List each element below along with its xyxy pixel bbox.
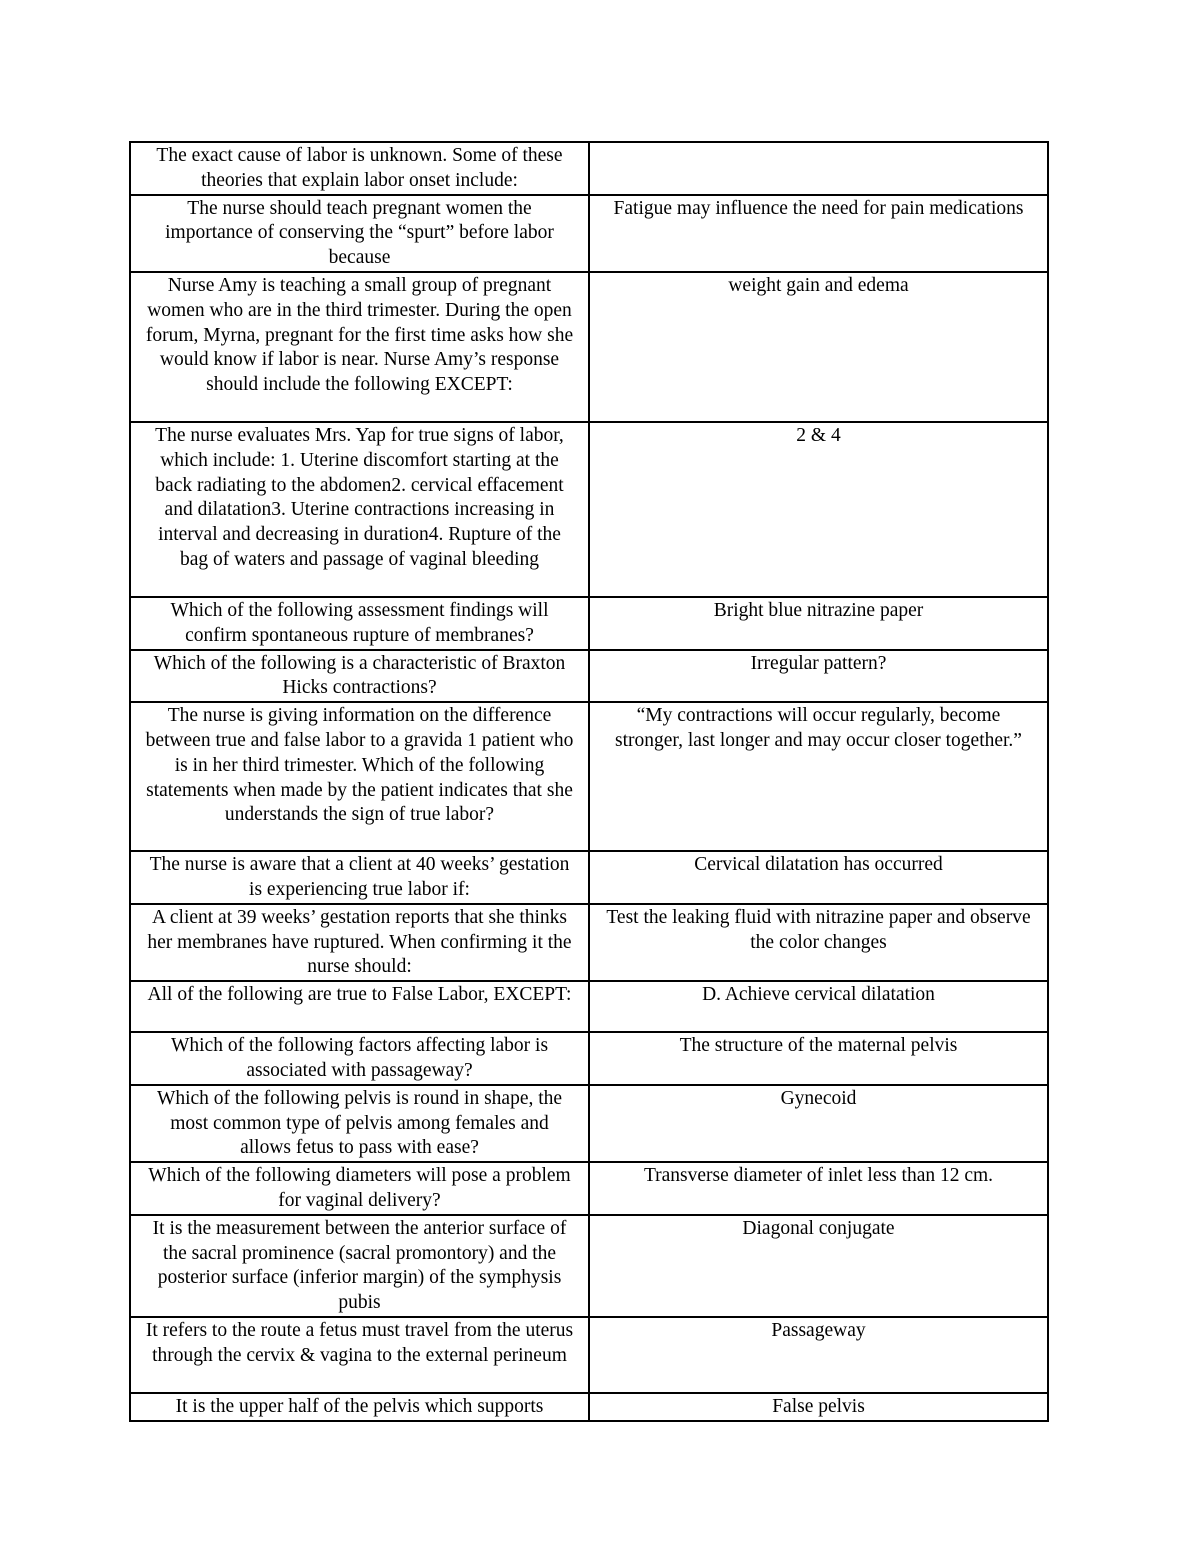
table-row	[130, 702, 1048, 851]
answer-cell: Irregular pattern?	[589, 650, 1048, 703]
question-cell: It is the measurement between the anterior surface of the sacral prominence (sacral promontory) and the posterior surface (inferior margin) of the symphysis pubis	[130, 1215, 589, 1317]
table-row	[130, 422, 1048, 597]
answer-cell: Transverse diameter of inlet less than 12 cm.	[589, 1162, 1048, 1215]
answer-cell: Diagonal conjugate	[589, 1215, 1048, 1317]
table-row	[130, 195, 1048, 272]
question-answer-table	[129, 141, 1049, 1422]
question-cell: All of the following are true to False Labor, EXCEPT:	[130, 981, 589, 1032]
question-cell: Which of the following factors affecting labor is associated with passageway?	[130, 1032, 589, 1085]
table-row	[130, 981, 1048, 1032]
answer-cell: The structure of the maternal pelvis	[589, 1032, 1048, 1085]
table-row	[130, 1032, 1048, 1085]
answer-cell: Test the leaking fluid with nitrazine paper and observe the color changes	[589, 904, 1048, 981]
answer-cell: Cervical dilatation has occurred	[589, 851, 1048, 904]
question-cell: A client at 39 weeks’ gestation reports that she thinks her membranes have ruptured. When confirming it the nurse should:	[130, 904, 589, 981]
answer-cell: D. Achieve cervical dilatation	[589, 981, 1048, 1032]
question-cell: It refers to the route a fetus must travel from the uterus through the cervix & vagina to the external perineum	[130, 1317, 589, 1393]
table-row	[130, 1317, 1048, 1393]
question-cell: Nurse Amy is teaching a small group of pregnant women who are in the third trimester. During the open forum, Myrna, pregnant for the first time asks how she would know if labor is near. Nurse Amy’s response should include the following EXCEPT:	[130, 272, 589, 422]
answer-cell: “My contractions will occur regularly, become stronger, last longer and may occur closer together.”	[589, 702, 1048, 851]
question-cell: The nurse is giving information on the difference between true and false labor to a gravida 1 patient who is in her third trimester. Which of the following statements when made by the patient indicates that she understands the sign of true labor?	[130, 702, 589, 851]
table-row	[130, 851, 1048, 904]
table-row	[130, 1393, 1048, 1421]
table-row	[130, 650, 1048, 703]
answer-cell: weight gain and edema	[589, 272, 1048, 422]
table-row	[130, 597, 1048, 650]
question-cell: It is the upper half of the pelvis which supports	[130, 1393, 589, 1421]
table-row	[130, 904, 1048, 981]
question-cell: Which of the following diameters will pose a problem for vaginal delivery?	[130, 1162, 589, 1215]
question-cell: The exact cause of labor is unknown. Some of these theories that explain labor onset include:	[130, 142, 589, 195]
question-cell: The nurse should teach pregnant women the importance of conserving the “spurt” before labor because	[130, 195, 589, 272]
answer-cell: Bright blue nitrazine paper	[589, 597, 1048, 650]
table-row	[130, 1162, 1048, 1215]
table-row	[130, 1085, 1048, 1162]
table-row	[130, 272, 1048, 422]
question-cell: Which of the following pelvis is round in shape, the most common type of pelvis among females and allows fetus to pass with ease?	[130, 1085, 589, 1162]
answer-cell: 2 & 4	[589, 422, 1048, 597]
answer-cell: Passageway	[589, 1317, 1048, 1393]
table-row	[130, 1215, 1048, 1317]
table-row	[130, 142, 1048, 195]
answer-cell: False pelvis	[589, 1393, 1048, 1421]
question-cell: Which of the following is a characteristic of Braxton Hicks contractions?	[130, 650, 589, 703]
answer-cell: Fatigue may influence the need for pain medications	[589, 195, 1048, 272]
answer-cell	[589, 142, 1048, 195]
question-cell: The nurse evaluates Mrs. Yap for true signs of labor, which include: 1. Uterine discomfort starting at the back radiating to the abdomen2. cervical effacement and dilatation3. Uterine contractions increasing in interval and decreasing in duration4. Rupture of the bag of waters and passage of vaginal bleeding	[130, 422, 589, 597]
question-cell: Which of the following assessment findings will confirm spontaneous rupture of membranes?	[130, 597, 589, 650]
question-cell: The nurse is aware that a client at 40 weeks’ gestation is experiencing true labor if:	[130, 851, 589, 904]
answer-cell: Gynecoid	[589, 1085, 1048, 1162]
